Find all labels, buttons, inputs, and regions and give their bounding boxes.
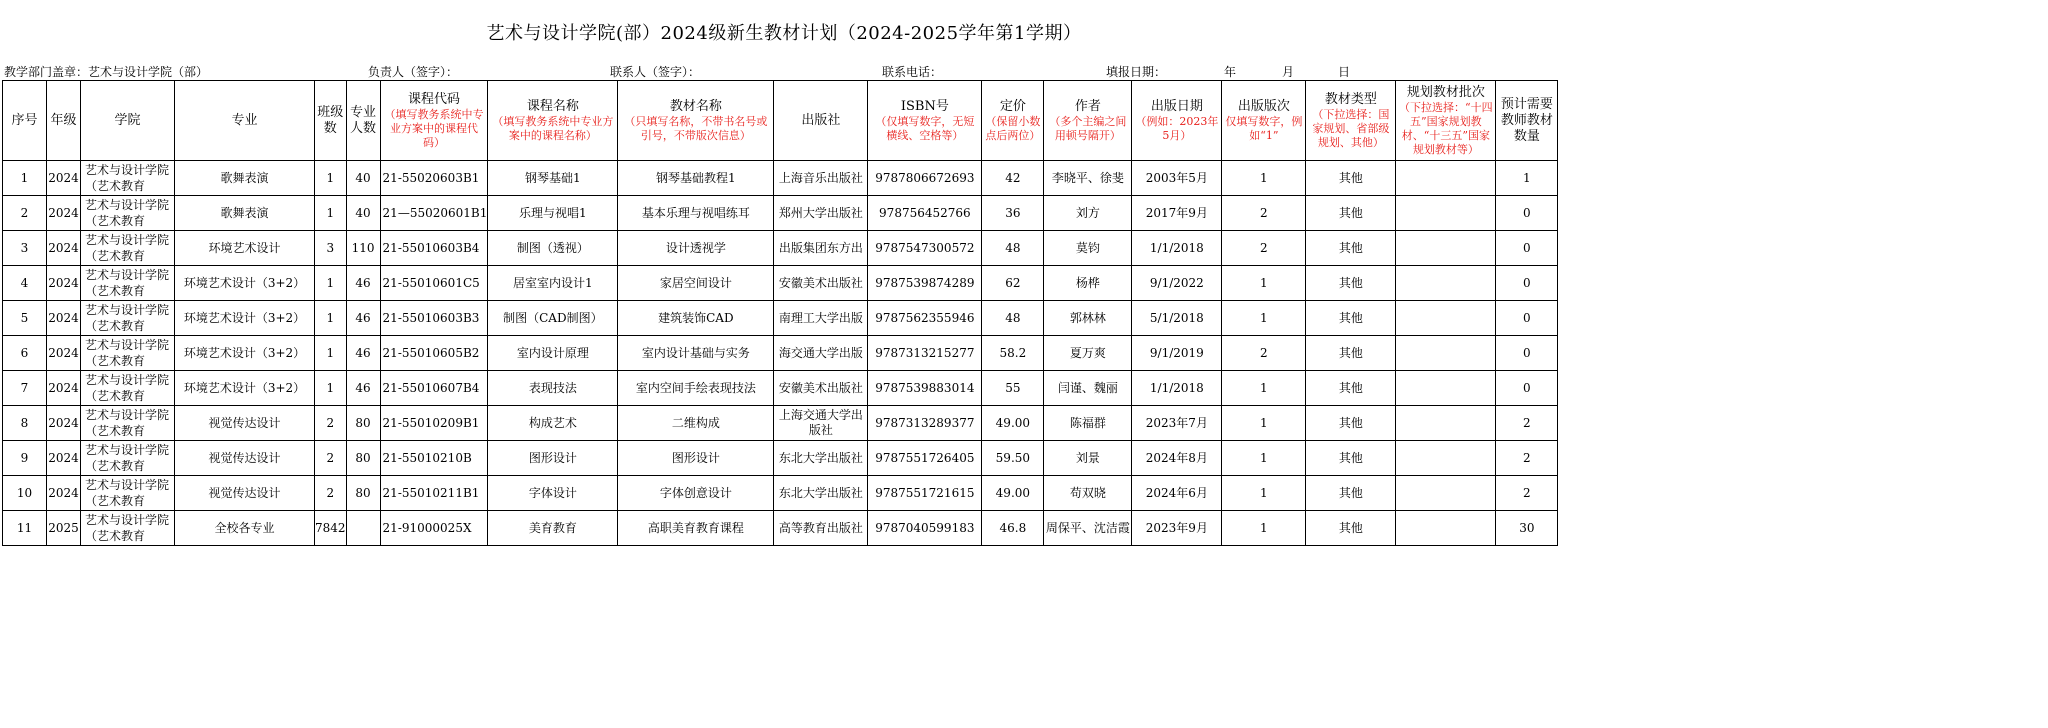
cell-pub-date[interactable]: 2003年5月 [1132, 161, 1222, 196]
cell-pub-date[interactable]: 9/1/2022 [1132, 266, 1222, 301]
cell-teacher-qty[interactable]: 1 [1496, 161, 1558, 196]
cell-pub-date[interactable]: 9/1/2019 [1132, 336, 1222, 371]
cell-textbook[interactable]: 钢琴基础教程1 [618, 161, 774, 196]
cell-textbook[interactable]: 室内设计基础与实务 [618, 336, 774, 371]
cell-textbook[interactable]: 建筑装饰CAD [618, 301, 774, 336]
cell-teacher-qty[interactable]: 0 [1496, 301, 1558, 336]
header-course-code: 课程代码 （填写教务系统中专业方案中的课程代码） [380, 81, 488, 161]
cell-pub-date[interactable]: 2024年8月 [1132, 441, 1222, 476]
table-row [3, 406, 1558, 441]
cell-batch[interactable] [1396, 161, 1496, 196]
cell-major[interactable]: 视觉传达设计 [175, 441, 315, 476]
cell-price[interactable]: 48 [982, 301, 1044, 336]
header-isbn: ISBN号 （仅填写数字，无短横线、空格等） [868, 81, 982, 161]
header-major: 专业 [175, 81, 315, 161]
cell-grade[interactable]: 2024 [47, 266, 81, 301]
cell-author[interactable]: 闫谨、魏丽 [1044, 371, 1132, 406]
cell-publisher[interactable]: 安徽美术出版社 [774, 371, 868, 406]
cell-students[interactable]: 40 [346, 196, 380, 231]
cell-batch[interactable] [1396, 336, 1496, 371]
cell-teacher-qty[interactable]: 0 [1496, 266, 1558, 301]
table-row [3, 336, 1558, 371]
cell-author[interactable]: 夏万爽 [1044, 336, 1132, 371]
cell-isbn[interactable]: 9787551726405 [868, 441, 982, 476]
table-row [3, 371, 1558, 406]
cell-grade[interactable]: 2024 [47, 371, 81, 406]
cell-batch[interactable] [1396, 441, 1496, 476]
cell-course-code[interactable]: 21-55010210B [380, 441, 488, 476]
cell-author[interactable]: 莫钧 [1044, 231, 1132, 266]
cell-type[interactable]: 其他 [1306, 511, 1396, 546]
cell-pub-date[interactable]: 2023年7月 [1132, 406, 1222, 441]
cell-isbn[interactable]: 9787313215277 [868, 336, 982, 371]
cell-seq[interactable]: 9 [3, 441, 47, 476]
header-students: 专业人数 [346, 81, 380, 161]
cell-batch[interactable] [1396, 476, 1496, 511]
cell-students[interactable]: 46 [346, 336, 380, 371]
cell-type[interactable]: 其他 [1306, 371, 1396, 406]
college-text: 艺术与设计学院（艺术教育 [85, 233, 170, 263]
header-teacher-qty: 预计需要教师教材数量 [1496, 81, 1558, 161]
textbook-plan-table [2, 80, 1558, 546]
cell-seq[interactable]: 3 [3, 231, 47, 266]
cell-price[interactable]: 58.2 [982, 336, 1044, 371]
cell-course-code[interactable]: 21-55010211B1 [380, 476, 488, 511]
cell-course-code[interactable]: 21-55010605B2 [380, 336, 488, 371]
cell-teacher-qty[interactable]: 2 [1496, 441, 1558, 476]
cell-course-name[interactable]: 居室室内设计1 [488, 266, 618, 301]
cell-pub-date[interactable]: 2023年9月 [1132, 511, 1222, 546]
cell-course-name[interactable]: 钢琴基础1 [488, 161, 618, 196]
cell-classes[interactable]: 3 [315, 231, 347, 266]
cell-type[interactable]: 其他 [1306, 406, 1396, 441]
cell-course-code[interactable]: 21-91000025X [380, 511, 488, 546]
header-classes: 班级数 [315, 81, 347, 161]
date-day-label: 日 [1338, 65, 1351, 79]
cell-type[interactable]: 其他 [1306, 196, 1396, 231]
cell-textbook[interactable]: 二维构成 [618, 406, 774, 441]
college-text: 艺术与设计学院（艺术教育 [85, 198, 170, 228]
cell-isbn[interactable]: 9787539883014 [868, 371, 982, 406]
cell-grade[interactable]: 2024 [47, 406, 81, 441]
cell-edition[interactable]: 1 [1222, 301, 1306, 336]
cell-course-code[interactable]: 21-55010603B3 [380, 301, 488, 336]
cell-author[interactable]: 刘景 [1044, 441, 1132, 476]
cell-batch[interactable] [1396, 266, 1496, 301]
header-edition: 出版版次 仅填写数字，例如“1” [1222, 81, 1306, 161]
cell-teacher-qty[interactable]: 2 [1496, 476, 1558, 511]
cell-course-code[interactable]: 21-55010603B4 [380, 231, 488, 266]
header-college: 学院 [81, 81, 175, 161]
header-price: 定价 （保留小数点后两位） [982, 81, 1044, 161]
college-text: 艺术与设计学院（艺术教育 [85, 513, 170, 543]
header-batch: 规划教材批次 （下拉选择：“十四五”国家规划教材、“十三五”国家规划教材等） [1396, 81, 1496, 161]
contact-signature-label: 联系人（签字）： [610, 65, 701, 79]
cell-major[interactable]: 视觉传达设计 [175, 476, 315, 511]
cell-isbn[interactable]: 9787539874289 [868, 266, 982, 301]
cell-publisher[interactable]: 安徽美术出版社 [774, 266, 868, 301]
cell-author[interactable]: 杨桦 [1044, 266, 1132, 301]
header-author: 作者 （多个主编之间用顿号隔开） [1044, 81, 1132, 161]
table-body [3, 161, 1558, 546]
cell-author[interactable]: 郭林林 [1044, 301, 1132, 336]
cell-students[interactable]: 40 [346, 161, 380, 196]
cell-classes[interactable]: 2 [315, 441, 347, 476]
table-row [3, 196, 1558, 231]
cell-edition[interactable]: 1 [1222, 511, 1306, 546]
cell-author[interactable]: 刘方 [1044, 196, 1132, 231]
table-row [3, 161, 1558, 196]
cell-textbook[interactable]: 字体创意设计 [618, 476, 774, 511]
cell-course-code[interactable]: 21-55010601C5 [380, 266, 488, 301]
cell-type[interactable]: 其他 [1306, 441, 1396, 476]
cell-batch[interactable] [1396, 231, 1496, 266]
cell-course-name[interactable]: 字体设计 [488, 476, 618, 511]
table-row [3, 266, 1558, 301]
cell-major[interactable]: 环境艺术设计 [175, 231, 315, 266]
cell-publisher[interactable]: 上海音乐出版社 [774, 161, 868, 196]
cell-batch[interactable] [1396, 371, 1496, 406]
cell-classes[interactable]: 1 [315, 371, 347, 406]
cell-isbn[interactable]: 9787040599183 [868, 511, 982, 546]
dept-stamp-label: 教学部门盖章：艺术与设计学院（部） [4, 65, 209, 79]
cell-major[interactable]: 环境艺术设计（3+2） [175, 301, 315, 336]
cell-college[interactable] [81, 406, 175, 441]
cell-pub-date[interactable]: 2024年6月 [1132, 476, 1222, 511]
header-publisher: 出版社 [774, 81, 868, 161]
cell-course-name[interactable]: 制图（CAD制图） [488, 301, 618, 336]
cell-isbn[interactable]: 9787806672693 [868, 161, 982, 196]
cell-textbook[interactable]: 设计透视学 [618, 231, 774, 266]
cell-students[interactable] [346, 511, 380, 546]
cell-classes[interactable]: 2 [315, 406, 347, 441]
cell-textbook[interactable]: 家居空间设计 [618, 266, 774, 301]
cell-students[interactable]: 46 [346, 301, 380, 336]
cell-college[interactable] [81, 301, 175, 336]
cell-classes[interactable]: 1 [315, 336, 347, 371]
table-header-row [3, 81, 1558, 161]
cell-publisher[interactable]: 出版集团东方出 [774, 231, 868, 266]
form-meta-row [0, 64, 1568, 80]
college-text: 艺术与设计学院（艺术教育 [85, 268, 170, 298]
cell-classes[interactable]: 1 [315, 161, 347, 196]
cell-students[interactable]: 110 [346, 231, 380, 266]
cell-batch[interactable] [1396, 196, 1496, 231]
cell-author[interactable]: 周保平、沈洁霞 [1044, 511, 1132, 546]
cell-college[interactable] [81, 196, 175, 231]
cell-pub-date[interactable]: 1/1/2018 [1132, 231, 1222, 266]
cell-price[interactable]: 48 [982, 231, 1044, 266]
cell-grade[interactable]: 2024 [47, 336, 81, 371]
cell-author[interactable]: 李晓平、徐斐 [1044, 161, 1132, 196]
cell-pub-date[interactable]: 1/1/2018 [1132, 371, 1222, 406]
cell-edition[interactable]: 2 [1222, 196, 1306, 231]
cell-price[interactable]: 55 [982, 371, 1044, 406]
manager-signature-label: 负责人（签字）： [368, 65, 459, 79]
college-text: 艺术与设计学院（艺术教育 [85, 338, 170, 368]
cell-grade[interactable]: 2024 [47, 301, 81, 336]
cell-batch[interactable] [1396, 406, 1496, 441]
date-month-label: 月 [1282, 65, 1295, 79]
cell-students[interactable]: 80 [346, 476, 380, 511]
cell-textbook[interactable]: 高职美育教育课程 [618, 511, 774, 546]
cell-publisher[interactable]: 南理工大学出版 [774, 301, 868, 336]
cell-students[interactable]: 46 [346, 266, 380, 301]
cell-college[interactable] [81, 231, 175, 266]
cell-type[interactable]: 其他 [1306, 266, 1396, 301]
cell-course-name[interactable]: 构成艺术 [488, 406, 618, 441]
cell-textbook[interactable]: 室内空间手绘表现技法 [618, 371, 774, 406]
cell-price[interactable]: 36 [982, 196, 1044, 231]
cell-pub-date[interactable]: 5/1/2018 [1132, 301, 1222, 336]
cell-teacher-qty[interactable]: 0 [1496, 336, 1558, 371]
cell-batch[interactable] [1396, 511, 1496, 546]
cell-college[interactable] [81, 161, 175, 196]
cell-price[interactable]: 59.50 [982, 441, 1044, 476]
college-text: 艺术与设计学院（艺术教育 [85, 478, 170, 508]
header-type: 教材类型 （下拉选择：国家规划、省部级规划、其他） [1306, 81, 1396, 161]
cell-seq[interactable]: 10 [3, 476, 47, 511]
college-text: 艺术与设计学院（艺术教育 [85, 163, 170, 193]
cell-college[interactable] [81, 266, 175, 301]
cell-edition[interactable]: 1 [1222, 161, 1306, 196]
table-row [3, 476, 1558, 511]
cell-classes[interactable]: 7842 [315, 511, 347, 546]
cell-college[interactable] [81, 476, 175, 511]
cell-pub-date[interactable]: 2017年9月 [1132, 196, 1222, 231]
cell-edition[interactable]: 1 [1222, 441, 1306, 476]
page-title: 艺术与设计学院(部）2024级新生教材计划（2024-2025学年第1学期） [486, 23, 1082, 44]
fill-date-label: 填报日期： [1106, 65, 1167, 79]
cell-edition[interactable]: 1 [1222, 266, 1306, 301]
cell-edition[interactable]: 2 [1222, 336, 1306, 371]
cell-major[interactable]: 环境艺术设计（3+2） [175, 336, 315, 371]
cell-isbn[interactable]: 9787562355946 [868, 301, 982, 336]
cell-teacher-qty[interactable]: 0 [1496, 231, 1558, 266]
cell-teacher-qty[interactable]: 2 [1496, 406, 1558, 441]
college-text: 艺术与设计学院（艺术教育 [85, 373, 170, 403]
cell-teacher-qty[interactable]: 0 [1496, 196, 1558, 231]
cell-price[interactable]: 62 [982, 266, 1044, 301]
cell-major[interactable]: 视觉传达设计 [175, 406, 315, 441]
cell-seq[interactable]: 1 [3, 161, 47, 196]
cell-college[interactable] [81, 441, 175, 476]
cell-edition[interactable]: 2 [1222, 231, 1306, 266]
cell-major[interactable]: 全校各专业 [175, 511, 315, 546]
cell-grade[interactable]: 2024 [47, 441, 81, 476]
cell-isbn[interactable]: 978756452766 [868, 196, 982, 231]
cell-seq[interactable]: 5 [3, 301, 47, 336]
cell-course-code[interactable]: 21-55010607B4 [380, 371, 488, 406]
cell-seq[interactable]: 6 [3, 336, 47, 371]
cell-course-code[interactable]: 21-55020603B1 [380, 161, 488, 196]
cell-students[interactable]: 80 [346, 441, 380, 476]
cell-major[interactable]: 环境艺术设计（3+2） [175, 371, 315, 406]
cell-edition[interactable]: 1 [1222, 476, 1306, 511]
college-text: 艺术与设计学院（艺术教育 [85, 443, 170, 473]
cell-seq[interactable]: 2 [3, 196, 47, 231]
cell-course-name[interactable]: 美育教育 [488, 511, 618, 546]
table-row [3, 441, 1558, 476]
table-row [3, 511, 1558, 546]
cell-classes[interactable]: 1 [315, 301, 347, 336]
cell-seq[interactable]: 4 [3, 266, 47, 301]
cell-course-code[interactable]: 21—55020601B1 [380, 196, 488, 231]
cell-classes[interactable]: 1 [315, 266, 347, 301]
cell-batch[interactable] [1396, 301, 1496, 336]
cell-students[interactable]: 46 [346, 371, 380, 406]
cell-course-code[interactable]: 21-55010209B1 [380, 406, 488, 441]
cell-seq[interactable]: 8 [3, 406, 47, 441]
cell-publisher[interactable]: 高等教育出版社 [774, 511, 868, 546]
cell-type[interactable]: 其他 [1306, 231, 1396, 266]
cell-teacher-qty[interactable]: 30 [1496, 511, 1558, 546]
cell-teacher-qty[interactable]: 0 [1496, 371, 1558, 406]
cell-seq[interactable]: 7 [3, 371, 47, 406]
table-row [3, 231, 1558, 266]
header-pub-date: 出版日期 （例如：2023年5月） [1132, 81, 1222, 161]
cell-course-name[interactable]: 乐理与视唱1 [488, 196, 618, 231]
cell-classes[interactable]: 1 [315, 196, 347, 231]
cell-price[interactable]: 49.00 [982, 406, 1044, 441]
cell-isbn[interactable]: 9787313289377 [868, 406, 982, 441]
cell-price[interactable]: 49.00 [982, 476, 1044, 511]
cell-isbn[interactable]: 9787551721615 [868, 476, 982, 511]
cell-textbook[interactable]: 图形设计 [618, 441, 774, 476]
cell-major[interactable]: 歌舞表演 [175, 161, 315, 196]
college-text: 艺术与设计学院（艺术教育 [85, 303, 170, 333]
cell-college[interactable] [81, 336, 175, 371]
cell-type[interactable]: 其他 [1306, 336, 1396, 371]
cell-college[interactable] [81, 371, 175, 406]
cell-author[interactable]: 苟双晓 [1044, 476, 1132, 511]
cell-author[interactable]: 陈福群 [1044, 406, 1132, 441]
cell-publisher[interactable]: 东北大学出版社 [774, 476, 868, 511]
cell-publisher[interactable]: 海交通大学出版 [774, 336, 868, 371]
header-seq: 序号 [3, 81, 47, 161]
header-grade: 年级 [47, 81, 81, 161]
cell-course-name[interactable]: 室内设计原理 [488, 336, 618, 371]
cell-publisher[interactable]: 上海交通大学出版社 [774, 406, 868, 441]
header-textbook: 教材名称 （只填写名称，不带书名号或引号，不带版次信息） [618, 81, 774, 161]
table-row [3, 301, 1558, 336]
cell-classes[interactable]: 2 [315, 476, 347, 511]
phone-label: 联系电话： [882, 65, 943, 79]
college-text: 艺术与设计学院（艺术教育 [85, 408, 170, 438]
cell-type[interactable]: 其他 [1306, 161, 1396, 196]
cell-price[interactable]: 46.8 [982, 511, 1044, 546]
cell-publisher[interactable]: 郑州大学出版社 [774, 196, 868, 231]
cell-students[interactable]: 80 [346, 406, 380, 441]
cell-course-name[interactable]: 图形设计 [488, 441, 618, 476]
cell-grade[interactable]: 2024 [47, 196, 81, 231]
cell-grade[interactable]: 2024 [47, 161, 81, 196]
cell-type[interactable]: 其他 [1306, 476, 1396, 511]
cell-grade[interactable]: 2024 [47, 476, 81, 511]
cell-price[interactable]: 42 [982, 161, 1044, 196]
cell-edition[interactable]: 1 [1222, 406, 1306, 441]
cell-major[interactable]: 环境艺术设计（3+2） [175, 266, 315, 301]
header-course-name: 课程名称 （填写教务系统中专业方案中的课程名称） [488, 81, 618, 161]
date-year-label: 年 [1224, 65, 1237, 79]
cell-course-name[interactable]: 表现技法 [488, 371, 618, 406]
cell-major[interactable]: 歌舞表演 [175, 196, 315, 231]
cell-grade[interactable]: 2025 [47, 511, 81, 546]
cell-isbn[interactable]: 9787547300572 [868, 231, 982, 266]
cell-grade[interactable]: 2024 [47, 231, 81, 266]
cell-course-name[interactable]: 制图（透视） [488, 231, 618, 266]
cell-seq[interactable]: 11 [3, 511, 47, 546]
cell-edition[interactable]: 1 [1222, 371, 1306, 406]
cell-type[interactable]: 其他 [1306, 301, 1396, 336]
cell-textbook[interactable]: 基本乐理与视唱练耳 [618, 196, 774, 231]
cell-publisher[interactable]: 东北大学出版社 [774, 441, 868, 476]
cell-college[interactable] [81, 511, 175, 546]
